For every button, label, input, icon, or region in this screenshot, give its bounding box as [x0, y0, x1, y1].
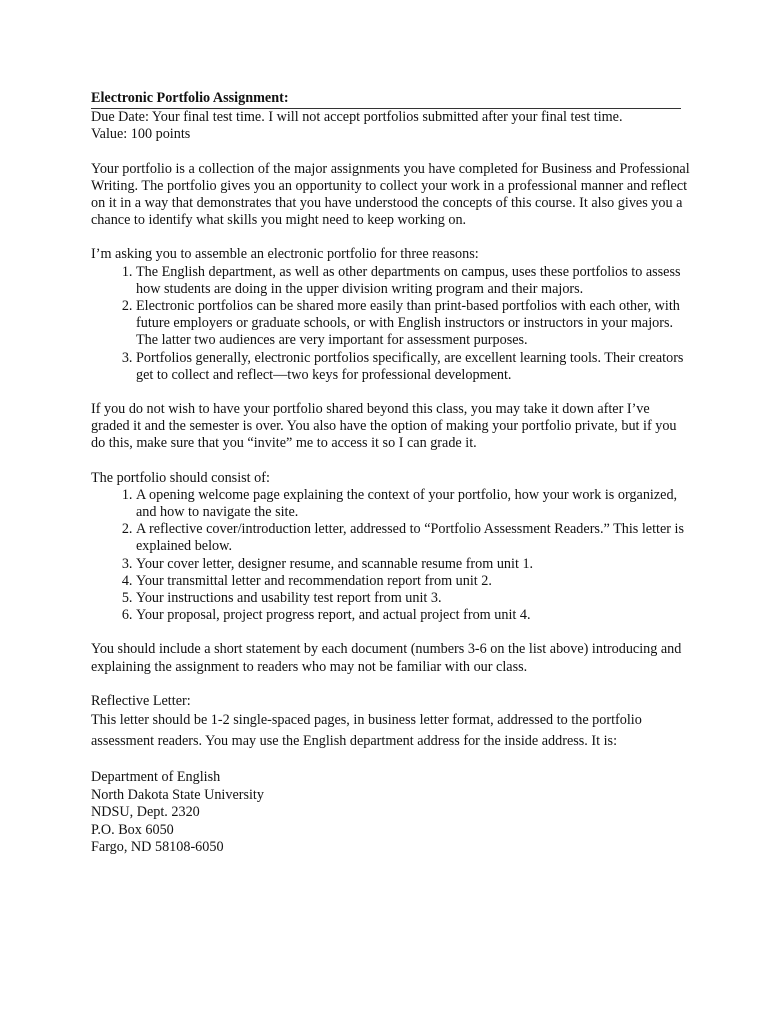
address-line: Fargo, ND 58108-6050 — [91, 839, 224, 856]
address-line: North Dakota State University — [91, 786, 264, 803]
list-item: 3. Portfolios generally, electronic portfolios specifically, are excellent learning tools. Their creators get to collect and reflect—two keys for professional development. — [136, 350, 691, 384]
reflective-letter-paragraph: This letter should be 1-2 single-spaced pages, in business letter format, addressed to the portfolio assessment readers. You may use the English department address for the inside address. It is: — [91, 712, 642, 750]
consist-intro: The portfolio should consist of: — [91, 469, 270, 486]
list-item: 2. A reflective cover/introduction letter, addressed to “Portfolio Assessment Readers.” This letter is explained below. — [136, 521, 691, 555]
reasons-intro: I’m asking you to assemble an electronic portfolio for three reasons: — [91, 246, 479, 263]
intro-paragraph: Your portfolio is a collection of the major assignments you have completed for Business and Professional Writing. The portfolio gives you an opportunity to collect your work in a professional manner and reflect on it in a way that demonstrates that you have understood the concepts of this course. It also gives you a chance to identify what skills you might need to keep working on. — [91, 160, 690, 229]
paragraph-gap — [91, 453, 691, 470]
list-item: 5. Your instructions and usability test report from unit 3. — [136, 590, 691, 607]
document-page — [91, 90, 691, 857]
list-item: 1. The English department, as well as other departments on campus, uses these portfolios to assess how students are doing in the upper division writing program and their majors. — [136, 264, 691, 298]
consist-list — [91, 487, 691, 625]
document-title: Electronic Portfolio Assignment: — [91, 90, 681, 109]
department-address — [91, 769, 691, 857]
paragraph-gap — [91, 384, 691, 401]
statement-paragraph: You should include a short statement by each document (numbers 3-6 on the list above) introducing and explaining the assignment to readers who may not be familiar with our class. — [91, 641, 682, 675]
paragraph-gap — [91, 144, 691, 161]
due-date-line: Due Date: Your final test time. I will not accept portfolios submitted after your final test time. — [91, 109, 623, 126]
paragraph-gap — [91, 752, 691, 769]
paragraph-gap — [91, 229, 691, 246]
privacy-paragraph: If you do not wish to have your portfolio shared beyond this class, you may take it down after I’ve graded it and the semester is over. You also have the option of making your portfolio private, but if you do this, make sure that you “invite” me to access it so I can grade it. — [91, 401, 677, 452]
reflective-letter-heading: Reflective Letter: — [91, 692, 191, 709]
address-line: Department of English — [91, 769, 221, 786]
address-line: NDSU, Dept. 2320 — [91, 804, 200, 821]
list-item: 2. Electronic portfolios can be shared more easily than print-based portfolios with each other, with future employers or graduate schools, or with English instructors or instructors in your majors. The latter two audiences are very important for assessment purposes. — [136, 298, 691, 350]
list-item: 4. Your transmittal letter and recommendation report from unit 2. — [136, 573, 691, 590]
reasons-list — [91, 264, 691, 384]
address-line: P.O. Box 6050 — [91, 821, 174, 838]
paragraph-gap — [91, 676, 691, 693]
paragraph-gap — [91, 624, 691, 641]
list-item: 3. Your cover letter, designer resume, and scannable resume from unit 1. — [136, 556, 691, 573]
value-line: Value: 100 points — [91, 126, 191, 143]
list-item: 1. A opening welcome page explaining the context of your portfolio, how your work is organized, and how to navigate the site. — [136, 487, 691, 521]
list-item: 6. Your proposal, project progress report, and actual project from unit 4. — [136, 607, 691, 624]
